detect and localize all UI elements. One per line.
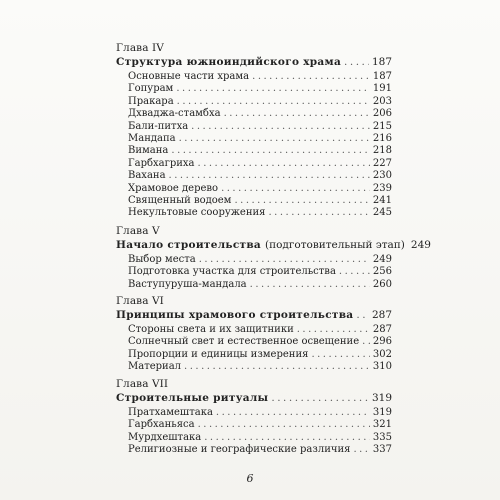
entry-page: 310 xyxy=(372,361,392,373)
entry-title: Основные части храма xyxy=(128,71,250,82)
chapter-title-row xyxy=(116,239,431,252)
entry-page: 215 xyxy=(372,120,392,132)
entry-page: 239 xyxy=(372,182,392,194)
entry-page: 216 xyxy=(372,133,392,145)
chapter-block xyxy=(116,295,392,374)
toc-entry xyxy=(116,71,392,83)
entry-title: Священный водоем xyxy=(128,195,232,207)
dot-leader xyxy=(199,254,370,266)
chapter-label: Глава VII xyxy=(116,378,169,390)
entry-title: Стороны света и их защитники xyxy=(128,324,294,335)
dot-leader xyxy=(177,96,370,108)
entry-title: Некультовые сооружения xyxy=(128,207,266,219)
dot-leader xyxy=(339,266,370,278)
toc-entry xyxy=(116,96,392,108)
toc-entry xyxy=(116,419,392,431)
toc-entry xyxy=(116,108,392,120)
dot-leader xyxy=(198,158,370,170)
chapter-title-suffix: (подготовительный этап) xyxy=(265,239,405,251)
dot-leader xyxy=(252,71,370,83)
entry-title: Мурдхештака xyxy=(128,431,202,443)
entry-page: 203 xyxy=(372,95,392,107)
dot-leader xyxy=(176,83,370,95)
entry-page: 287 xyxy=(372,324,392,335)
dot-leader xyxy=(250,279,370,291)
entry-page: 335 xyxy=(372,431,392,443)
entry-page: 260 xyxy=(372,278,392,290)
entry-page: 227 xyxy=(372,157,392,169)
entry-page: 321 xyxy=(372,419,392,431)
entry-title: Религиозные и географические различия xyxy=(128,444,351,456)
chapter-page: 319 xyxy=(371,392,392,404)
dot-leader xyxy=(171,145,370,157)
entry-page: 245 xyxy=(372,207,392,219)
entry-page: 302 xyxy=(372,348,392,360)
entry-title: Пропорции и единицы измерения xyxy=(128,348,309,360)
entry-title: Вахана xyxy=(128,170,166,182)
entry-title: Выбор места xyxy=(128,254,196,265)
toc-entry xyxy=(116,349,392,361)
toc-entry xyxy=(116,266,392,278)
toc-entry xyxy=(116,121,392,133)
toc-entry xyxy=(116,407,392,419)
dot-leader xyxy=(344,56,369,69)
chapter-title: Принципы храмового строительства xyxy=(116,309,354,321)
entry-title: Вимана xyxy=(128,145,169,157)
chapter-label: Глава V xyxy=(116,225,160,237)
chapter-title-row xyxy=(116,56,392,69)
chapter-label: Глава IV xyxy=(116,42,164,54)
chapter-block xyxy=(116,225,431,291)
entry-page: 319 xyxy=(372,407,392,418)
chapter-title: Структура южноиндийского храма xyxy=(116,56,342,68)
toc-entry xyxy=(116,279,392,291)
chapter-title: Начало строительства (подготовительный этап) xyxy=(116,239,405,251)
dot-leader xyxy=(269,207,370,219)
entry-page: 296 xyxy=(372,336,392,348)
entry-page: 206 xyxy=(372,108,392,120)
toc-entry xyxy=(116,324,392,336)
toc-entry xyxy=(116,254,392,266)
toc-entry xyxy=(116,133,392,145)
dot-leader xyxy=(356,309,369,322)
dot-leader xyxy=(353,444,369,456)
entry-page: 256 xyxy=(372,266,392,278)
dot-leader xyxy=(234,195,369,207)
entry-title: Солнечный свет и естественное освещение xyxy=(128,336,360,348)
entry-title: Гопурам xyxy=(128,83,174,95)
chapter-page: 187 xyxy=(371,56,392,68)
page-number: 6 xyxy=(246,472,254,485)
entry-title: Мандапа xyxy=(128,133,176,145)
entry-page: 249 xyxy=(372,254,392,265)
entry-title: Гарбхагриха xyxy=(128,157,195,169)
entry-title: Пракара xyxy=(128,95,174,107)
toc-entry xyxy=(116,158,392,170)
dot-leader xyxy=(224,108,370,120)
chapter-title: Строительные ритуалы xyxy=(116,392,269,404)
toc-entry xyxy=(116,432,392,444)
dot-leader xyxy=(169,170,370,182)
toc-entry xyxy=(116,195,392,207)
entry-page: 230 xyxy=(372,170,392,182)
entry-title: Храмовое дерево xyxy=(128,182,219,194)
dot-leader xyxy=(216,407,370,419)
chapter-block xyxy=(116,42,392,220)
toc-entry xyxy=(116,207,392,219)
dot-leader xyxy=(191,121,370,133)
dot-leader xyxy=(221,183,370,195)
chapter-title-row xyxy=(116,392,392,405)
chapter-block xyxy=(116,378,392,457)
entry-title: Дхваджа-стамбха xyxy=(128,108,221,120)
dot-leader xyxy=(198,419,370,431)
entry-title: Подготовка участка для строительства xyxy=(128,266,336,278)
dot-leader xyxy=(179,133,370,145)
entry-title: Материал xyxy=(128,361,182,373)
chapter-page: 287 xyxy=(371,309,392,321)
chapter-label: Глава VI xyxy=(116,295,164,307)
entry-page: 218 xyxy=(372,145,392,157)
entry-page: 337 xyxy=(372,444,392,456)
dot-leader xyxy=(297,324,370,336)
toc-entry xyxy=(116,83,392,95)
dot-leader xyxy=(204,432,370,444)
toc-entry xyxy=(116,336,392,348)
toc-entry xyxy=(116,183,392,195)
dot-leader xyxy=(362,336,370,348)
toc-entry xyxy=(116,361,392,373)
entry-page: 241 xyxy=(372,195,392,207)
dot-leader xyxy=(271,392,369,405)
entry-page: 187 xyxy=(372,71,392,82)
chapter-page: 249 xyxy=(410,239,431,251)
dot-leader xyxy=(311,349,369,361)
toc-entry xyxy=(116,170,392,182)
dot-leader xyxy=(184,361,370,373)
toc-entry xyxy=(116,145,392,157)
entry-title: Пратхамештака xyxy=(128,407,213,418)
chapter-title-row xyxy=(116,309,392,322)
entry-title: Бали-питха xyxy=(128,120,189,132)
toc-entry xyxy=(116,444,392,456)
entry-page: 191 xyxy=(372,83,392,95)
entry-title: Гарбханьяса xyxy=(128,419,195,431)
entry-title: Ваступуруша-мандала xyxy=(128,278,247,290)
